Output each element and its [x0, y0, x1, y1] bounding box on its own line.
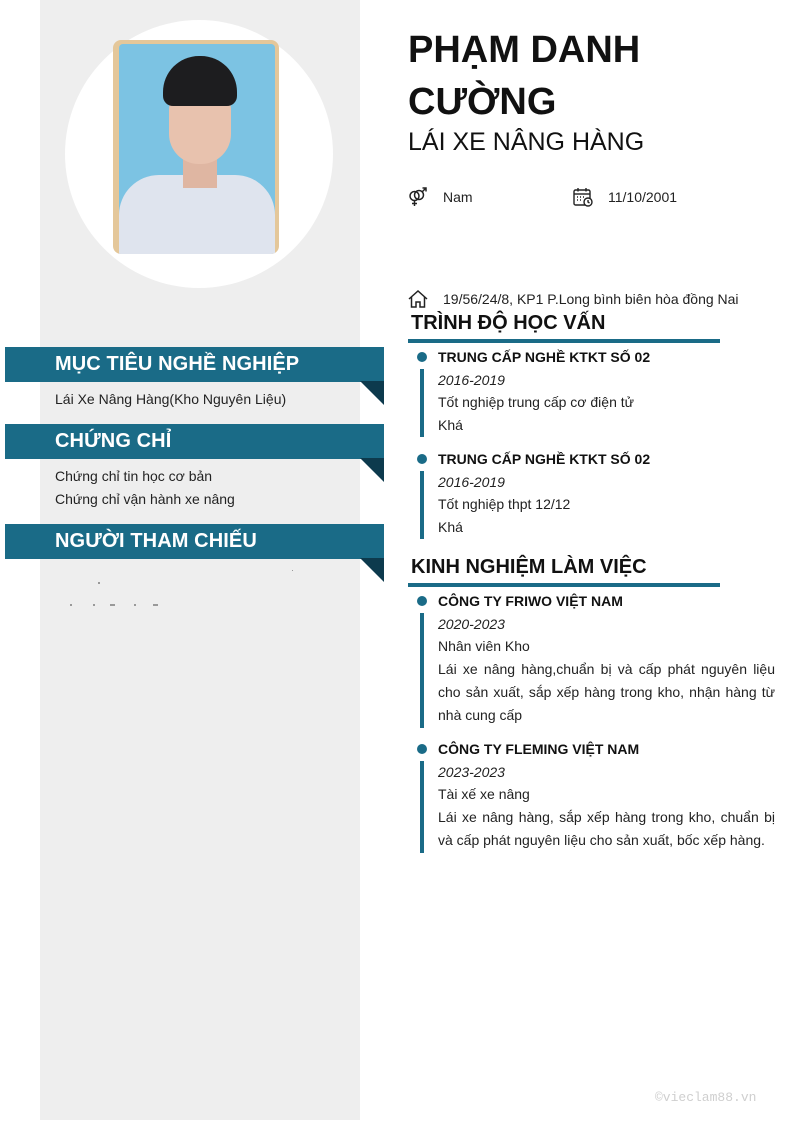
education-period: 2016-2019: [438, 474, 505, 490]
education-major: Tốt nghiệp thpt 12/12: [438, 496, 571, 512]
timeline-bar: [420, 471, 424, 539]
education-school: TRUNG CẤP NGHỀ KTKT SỐ 02: [438, 349, 651, 365]
objective-title: MỤC TIÊU NGHỀ NGHIỆP: [55, 353, 300, 375]
certificates-title: CHỨNG CHỈ: [55, 430, 172, 452]
home-icon: [407, 288, 429, 310]
experience-position: Tài xế xe nâng: [438, 786, 530, 802]
experience-title: KINH NGHIỆM LÀM VIỆC: [411, 556, 647, 578]
birthdate-value: 11/10/2001: [608, 189, 678, 205]
watermark: ©vieclam88.vn: [655, 1090, 757, 1105]
experience-period: 2023-2023: [438, 764, 505, 780]
ribbon-fold: [360, 381, 384, 405]
education-period: 2016-2019: [438, 372, 505, 388]
references-header: [5, 524, 384, 559]
address-value: 19/56/24/8, KP1 P.Long bình biên hòa đồng Nai: [443, 291, 739, 307]
experience-period: 2020-2023: [438, 616, 505, 632]
timeline-bar: [420, 761, 424, 853]
timeline-dot: [417, 352, 427, 362]
faint-mark: [134, 604, 136, 606]
candidate-name: [408, 24, 640, 128]
education-grade: Khá: [438, 417, 463, 433]
address-row: [407, 288, 739, 310]
faint-mark: [98, 582, 100, 584]
faint-mark: [292, 570, 293, 571]
certificate-item: Chứng chỉ tin học cơ bản: [55, 468, 213, 484]
job-title: LÁI XE NÂNG HÀNG: [408, 128, 645, 156]
education-school: TRUNG CẤP NGHỀ KTKT SỐ 02: [438, 451, 651, 467]
education-grade: Khá: [438, 519, 463, 535]
experience-company: CÔNG TY FLEMING VIỆT NAM: [438, 741, 640, 757]
name-line-2: CƯỜNG: [408, 81, 557, 123]
gender-row: [407, 186, 473, 208]
ribbon-fold: [360, 558, 384, 582]
experience-description: Lái xe nâng hàng, sắp xếp hàng trong kho, chuẩn bị và cấp phát nguyên liệu cho sản xuất, bốc xếp hàng.: [438, 809, 775, 848]
timeline-dot: [417, 454, 427, 464]
birthdate-row: [572, 186, 677, 208]
section-divider: [408, 583, 720, 587]
experience-description: Lái xe nâng hàng,chuẩn bị và cấp phát nguyên liệu cho sản xuất, sắp xếp hàng trong kho, nhận hàng từ nhà cung cấp: [438, 661, 775, 723]
education-title: TRÌNH ĐỘ HỌC VẤN: [411, 312, 606, 334]
timeline-bar: [420, 613, 424, 728]
objective-header: [5, 347, 384, 382]
experience-position: Nhân viên Kho: [438, 638, 530, 654]
calendar-icon: [572, 186, 594, 208]
faint-mark: [70, 604, 72, 606]
objective-text: Lái Xe Nâng Hàng(Kho Nguyên Liệu): [55, 391, 287, 407]
avatar-photo: [113, 40, 279, 254]
timeline-dot: [417, 596, 427, 606]
certificate-item: Chứng chỉ vận hành xe nâng: [55, 491, 235, 507]
faint-mark: [110, 604, 115, 606]
timeline-dot: [417, 744, 427, 754]
ribbon-fold: [360, 458, 384, 482]
faint-mark: [153, 604, 158, 606]
name-line-1: PHẠM DANH: [408, 29, 641, 71]
experience-company: CÔNG TY FRIWO VIỆT NAM: [438, 593, 623, 609]
gender-value: Nam: [443, 189, 473, 205]
section-divider: [408, 339, 720, 343]
references-title: NGƯỜI THAM CHIẾU: [55, 530, 257, 552]
education-major: Tốt nghiệp trung cấp cơ điện tử: [438, 394, 634, 410]
gender-icon: [407, 186, 429, 208]
timeline-bar: [420, 369, 424, 437]
certificates-header: [5, 424, 384, 459]
faint-mark: [93, 604, 95, 606]
